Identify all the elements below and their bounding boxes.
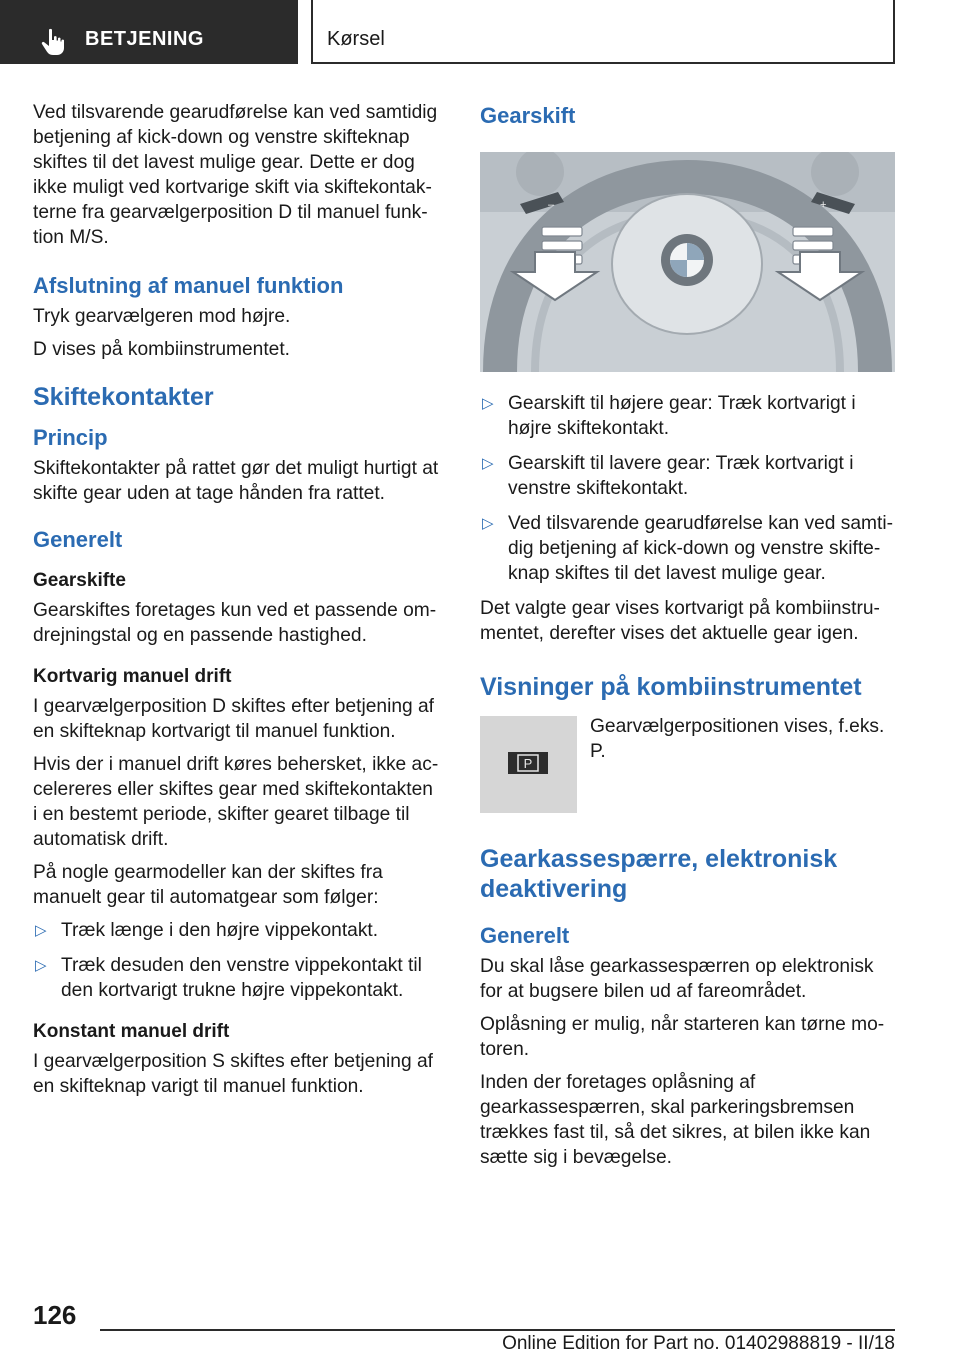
triangle-bullet-icon: ▷: [35, 957, 47, 974]
hand-pointer-icon: [38, 27, 68, 57]
steering-wheel-image: [480, 152, 895, 372]
heading-gearkasse: Gearkassespærre, elektronisk deaktivering: [480, 845, 838, 903]
kortvarig-paragraph-3: På nogle gearmodeller kan der skiftes fra manuelt gear til automatgear som følger:: [33, 862, 383, 908]
display-gear-letter: P: [523, 756, 533, 771]
bullet-list: [33, 918, 441, 1003]
konstant-paragraph: I gearvælgerposition S skiftes efter betjening af en skifteknap varigt til manuel funktion.: [33, 1051, 433, 1097]
princip-paragraph: Skiftekontakter på rattet gør det muligt hurtigt at skifte gear uden at tage hånden fra rattet.: [33, 458, 439, 504]
gearskift-paragraph: Det valgte gear vises kortvarigt på kombiinstrumentet, derefter vises det aktuelle gear igen.: [480, 598, 880, 644]
edition-note: Online Edition for Part no. 01402988819 - II/18: [502, 1333, 895, 1354]
heading-generelt: Generelt: [33, 527, 123, 552]
heading-afslutning: Afslutning af manuel funktion: [33, 273, 344, 298]
heading-kortvarig: Kortvarig manuel drift: [33, 666, 232, 687]
list-item: ▷ Gearskift til lavere gear: Træk kortvarigt i venstre skiftekontakt.: [482, 453, 854, 499]
right-column: [480, 100, 895, 1178]
chapter-header: [311, 0, 895, 64]
kortvarig-paragraph-2: Hvis der i manuel drift køres behersket, ikke accelereres eller skiftes gear med skiftekontakten i en bestemt periode, skifter gearet tilbage til automatisk drift.: [33, 754, 439, 850]
afslutning-step: Tryk gearvælgeren mod højre.: [33, 306, 291, 327]
display-example: [480, 716, 895, 814]
list-item: ▷ Træk desuden den venstre vippekontakt til den kortvarigt trukne højre vippekontakt.: [35, 955, 422, 1001]
gearshift-bullet-list: [480, 391, 895, 586]
triangle-bullet-icon: ▷: [482, 455, 494, 472]
intro-paragraph: Ved tilsvarende gearudførelse kan ved samtidig betjening af kick-down og venstre skifteknap skiftes til det lavest mulige gear. Dette er dog ikke muligt ved kortvarige skift via skiftekontakterne fra gearvælgerposition D til manuel funktion M/S.: [33, 102, 438, 248]
generelt-paragraph-3: Inden der foretages oplåsning af gearkassespærren, skal parkeringsbremsen trækkes fast til, så det sikres, at bilen ikke kan sætte sig i bevægelse.: [480, 1072, 871, 1168]
generelt-paragraph-2: Oplåsning er mulig, når starteren kan tørne motoren.: [480, 1014, 885, 1060]
triangle-bullet-icon: ▷: [482, 515, 494, 532]
afslutning-result: D vises på kombiinstrumentet.: [33, 339, 290, 360]
heading-skiftekontakter: Skiftekontakter: [33, 383, 214, 411]
heading-generelt-right: Generelt: [480, 923, 570, 948]
gearskifte-paragraph: Gearskiftes foretages kun ved et passende omdrejningstal og en passende hastighed.: [33, 600, 437, 646]
list-item: ▷ Gearskift til højere gear: Træk kortvarigt i højre skiftekontakt.: [482, 393, 856, 439]
generelt-paragraph-1: Du skal låse gearkassespærren op elektronisk for at bugsere bilen ud af fareområdet.: [480, 956, 874, 1002]
visninger-paragraph: Gearvælgerpositionen vises, f.eks. P.: [590, 716, 885, 762]
chapter-title: Kørsel: [327, 28, 385, 50]
heading-visninger: Visninger på kombiinstrumentet: [480, 673, 862, 701]
triangle-bullet-icon: ▷: [482, 395, 494, 412]
section-title: BETJENING: [85, 28, 204, 50]
heading-princip: Princip: [33, 425, 108, 450]
heading-konstant: Konstant manuel drift: [33, 1021, 230, 1042]
paddle-minus-label: –: [548, 199, 555, 211]
footer-rule: [100, 1329, 895, 1331]
section-tab: [0, 0, 298, 64]
kortvarig-paragraph-1: I gearvælgerposition D skiftes efter betjening af en skifteknap kortvarigt til manuel funktion.: [33, 696, 435, 742]
left-column: [33, 100, 441, 1107]
gear-display-image: [480, 716, 577, 813]
page-number: 126: [33, 1300, 77, 1330]
list-item: ▷ Træk længe i den højre vippekontakt.: [35, 920, 379, 941]
heading-gearskifte: Gearskifte: [33, 570, 126, 591]
paddle-plus-label: +: [820, 199, 827, 211]
heading-gearskift: Gearskift: [480, 103, 576, 128]
triangle-bullet-icon: ▷: [35, 922, 47, 939]
list-item: ▷ Ved tilsvarende gearudførelse kan ved samtidig betjening af kick-down og venstre skifteknap skiftes til det lavest mulige gear.: [482, 513, 894, 584]
